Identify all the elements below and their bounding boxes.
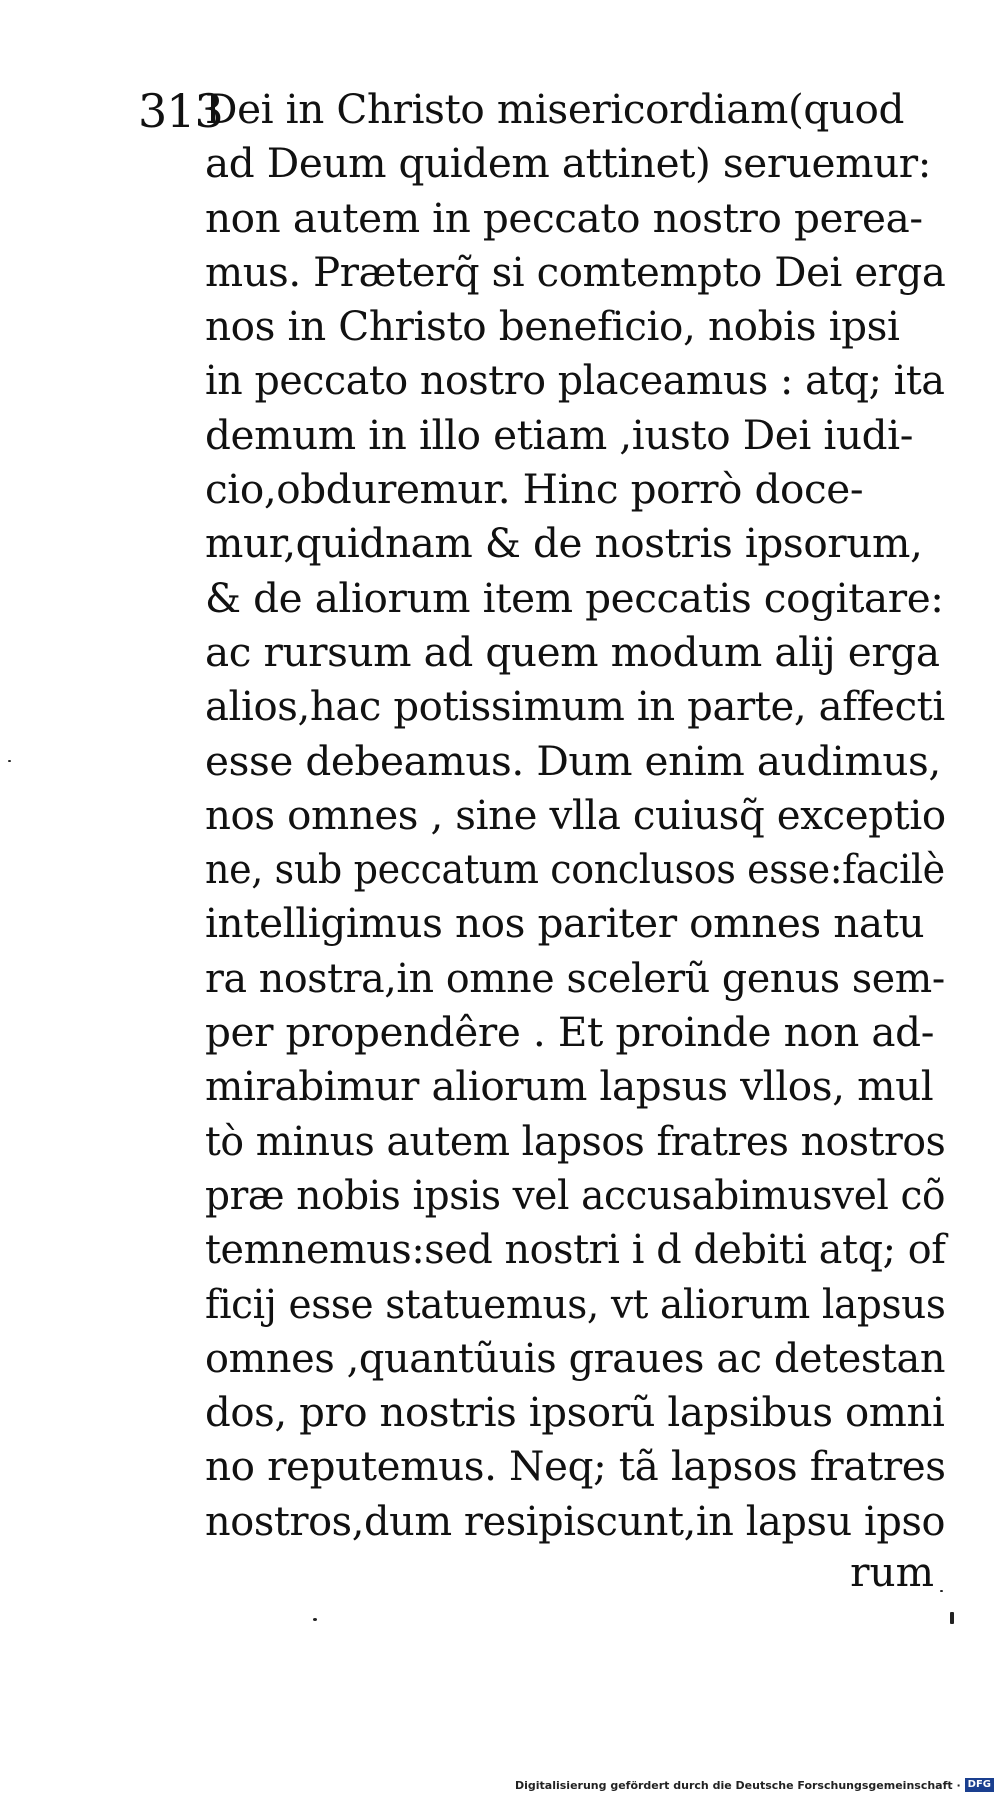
scan-speck	[313, 1618, 317, 1621]
footer-credit: Digitalisierung gefördert durch die Deutsche Forschungsgemeinschaft ·	[514, 1778, 961, 1792]
scan-speck	[8, 760, 11, 762]
text-line: dos, pro nostris ipsorũ lapsibus omni	[205, 1388, 945, 1437]
digitization-footer	[515, 1778, 994, 1792]
text-line: temnemus:sed nostri i d debiti atq; of	[205, 1225, 946, 1274]
text-line: no reputemus. Neq; tã lapsos fratres	[205, 1442, 946, 1491]
text-line: nostros,dum resipiscunt,in lapsu ipso	[205, 1496, 946, 1545]
text-line: esse debeamus. Dum enim audimus,	[205, 736, 941, 785]
text-line: in peccato nostro placeamus : atq; ita	[205, 356, 945, 405]
scan-speck	[950, 1612, 954, 1624]
text-line: Dei in Christo misericordiam(quod	[205, 85, 905, 133]
catchword: rum	[850, 1548, 934, 1596]
text-line: ficij esse statuemus, vt aliorum lapsus	[205, 1279, 946, 1328]
body-text	[205, 82, 945, 1548]
text-line: ad Deum quidem attinet) seruemur:	[205, 139, 931, 188]
text-line: per propendêre . Et proinde non ad-	[205, 1008, 934, 1057]
text-line: cio,obduremur. Hinc porrò doce-	[205, 465, 864, 514]
text-line: tò minus autem lapsos fratres nostros	[205, 1116, 946, 1165]
page-number: 313	[138, 84, 223, 138]
text-line: nos in Christo beneficio, nobis ipsi	[205, 302, 900, 351]
text-line: intelligimus nos pariter omnes natu	[205, 899, 925, 948]
scan-speck	[940, 1590, 943, 1592]
text-line: mirabimur aliorum lapsus vllos, mul	[205, 1062, 934, 1111]
text-line: demum in illo etiam ,iusto Dei iudi-	[205, 410, 913, 459]
text-line: ac rursum ad quem modum alij erga	[205, 627, 940, 676]
text-line: mus. Præterq̃ si comtempto Dei erga	[205, 247, 946, 296]
text-line: omnes ,quantũuis graues ac detestan	[205, 1333, 946, 1382]
text-line: non autem in peccato nostro perea-	[205, 193, 923, 242]
dfg-logo: DFG	[965, 1778, 994, 1792]
text-line: alios,hac potissimum in parte, affecti	[205, 682, 945, 731]
text-line: & de aliorum item peccatis cogitare:	[205, 573, 944, 622]
text-line: præ nobis ipsis vel accusabimusvel cõ	[205, 1170, 946, 1219]
text-line: mur,quidnam & de nostris ipsorum,	[205, 519, 923, 568]
text-line: nos omnes , sine vlla cuiusq̃ exceptio	[205, 790, 946, 839]
text-line: ra nostra,in omne scelerũ genus sem-	[205, 953, 945, 1002]
text-line: ne, sub peccatum conclusos esse:facilè	[205, 845, 945, 894]
